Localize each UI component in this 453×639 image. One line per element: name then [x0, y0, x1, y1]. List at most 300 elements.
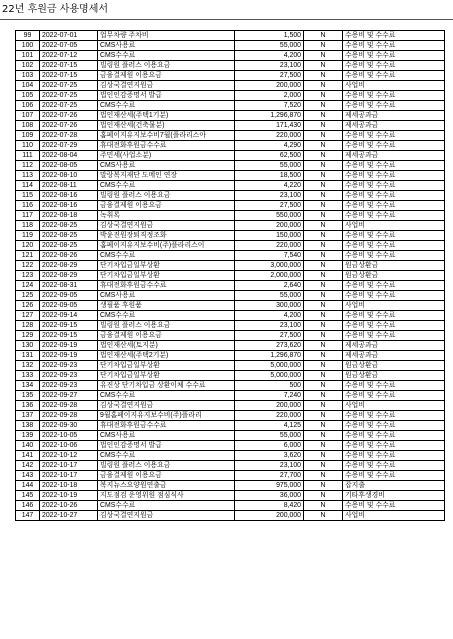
row-category: 제세공과금 — [343, 151, 445, 161]
row-description: 휴대전화후원금수수료 — [98, 421, 235, 431]
row-flag: N — [304, 431, 343, 441]
table-row — [16, 481, 445, 491]
row-number: 139 — [16, 431, 40, 441]
row-category: 사업비 — [343, 301, 445, 311]
row-number: 120 — [16, 241, 40, 251]
row-amount: 23,100 — [235, 321, 304, 331]
table-row — [16, 511, 445, 521]
row-number: 122 — [16, 261, 40, 271]
row-number: 143 — [16, 471, 40, 481]
row-description: 금융결제원 이용요금 — [98, 71, 235, 81]
row-date: 2022-08-16 — [40, 201, 98, 211]
row-date: 2022-07-25 — [40, 91, 98, 101]
row-flag: N — [304, 91, 343, 101]
row-description: 업무차량 주차비 — [98, 31, 235, 41]
row-description: CMS사용료 — [98, 431, 235, 441]
row-number: 104 — [16, 81, 40, 91]
table-row — [16, 501, 445, 511]
row-description: 법인재산세(건축물분) — [98, 121, 235, 131]
table-row — [16, 381, 445, 391]
row-amount: 55,000 — [235, 161, 304, 171]
row-description: CMS사용료 — [98, 291, 235, 301]
row-date: 2022-10-12 — [40, 451, 98, 461]
row-number: 106 — [16, 101, 40, 111]
row-description: 빌링원 플러스 이용요금 — [98, 321, 235, 331]
row-amount: 3,620 — [235, 451, 304, 461]
table-row — [16, 431, 445, 441]
row-amount: 273,620 — [235, 341, 304, 351]
row-description: CMS수수료 — [98, 501, 235, 511]
row-date: 2022-09-19 — [40, 341, 98, 351]
row-date: 2022-10-27 — [40, 511, 98, 521]
row-flag: N — [304, 271, 343, 281]
row-flag: N — [304, 451, 343, 461]
ledger-body — [16, 31, 445, 521]
table-row — [16, 161, 445, 171]
table-row — [16, 171, 445, 181]
row-description: CMS수수료 — [98, 451, 235, 461]
row-category: 수용비 및 수수료 — [343, 131, 445, 141]
row-date: 2022-07-26 — [40, 111, 98, 121]
row-amount: 62,500 — [235, 151, 304, 161]
row-flag: N — [304, 311, 343, 321]
row-amount: 300,000 — [235, 301, 304, 311]
row-number: 132 — [16, 361, 40, 371]
row-number: 109 — [16, 131, 40, 141]
row-amount: 2,000 — [235, 91, 304, 101]
row-category: 수용비 및 수수료 — [343, 51, 445, 61]
row-number: 136 — [16, 401, 40, 411]
row-date: 2022-09-05 — [40, 301, 98, 311]
row-date: 2022-09-05 — [40, 291, 98, 301]
row-flag: N — [304, 341, 343, 351]
row-description: 복지뉴스요양원연출금 — [98, 481, 235, 491]
row-date: 2022-09-23 — [40, 381, 98, 391]
row-category: 수용비 및 수수료 — [343, 471, 445, 481]
row-amount: 7,240 — [235, 391, 304, 401]
row-category: 수용비 및 수수료 — [343, 281, 445, 291]
row-description: 금융결제원 이용요금 — [98, 201, 235, 211]
table-row — [16, 471, 445, 481]
row-category: 제세공과금 — [343, 341, 445, 351]
row-category: 수용비 및 수수료 — [343, 311, 445, 321]
row-date: 2022-07-12 — [40, 51, 98, 61]
row-number: 137 — [16, 411, 40, 421]
row-amount: 27,700 — [235, 471, 304, 481]
row-flag: N — [304, 351, 343, 361]
row-category: 수용비 및 수수료 — [343, 451, 445, 461]
row-description: CMS수수료 — [98, 391, 235, 401]
row-description: 법인인감증명서 발급 — [98, 441, 235, 451]
row-number: 102 — [16, 61, 40, 71]
row-date: 2022-08-11 — [40, 181, 98, 191]
row-number: 99 — [16, 31, 40, 41]
row-amount: 23,100 — [235, 461, 304, 471]
row-flag: N — [304, 401, 343, 411]
row-number: 111 — [16, 151, 40, 161]
row-description: CMS수수료 — [98, 101, 235, 111]
row-amount: 18,500 — [235, 171, 304, 181]
row-number: 126 — [16, 301, 40, 311]
row-date: 2022-09-23 — [40, 371, 98, 381]
row-amount: 5,000,000 — [235, 361, 304, 371]
row-flag: N — [304, 81, 343, 91]
row-number: 127 — [16, 311, 40, 321]
row-description: 말랑복지재단 도메인 연장 — [98, 171, 235, 181]
row-category: 수용비 및 수수료 — [343, 171, 445, 181]
table-row — [16, 341, 445, 351]
row-date: 2022-10-05 — [40, 431, 98, 441]
row-description: CMS수수료 — [98, 51, 235, 61]
row-description: 홈페이지유지보수비7월(플라리스아 — [98, 131, 235, 141]
row-amount: 500 — [235, 381, 304, 391]
row-amount: 7,540 — [235, 251, 304, 261]
table-row — [16, 301, 445, 311]
row-date: 2022-09-19 — [40, 351, 98, 361]
row-category: 잡지출 — [343, 481, 445, 491]
row-category: 수용비 및 수수료 — [343, 71, 445, 81]
row-flag: N — [304, 41, 343, 51]
row-flag: N — [304, 361, 343, 371]
row-date: 2022-07-28 — [40, 131, 98, 141]
row-category: 사업비 — [343, 221, 445, 231]
row-amount: 55,000 — [235, 431, 304, 441]
row-description: 빌링원 플러스 이용요금 — [98, 461, 235, 471]
row-description: CMS사용료 — [98, 161, 235, 171]
row-number: 140 — [16, 441, 40, 451]
row-amount: 7,520 — [235, 101, 304, 111]
table-row — [16, 141, 445, 151]
row-date: 2022-09-15 — [40, 321, 98, 331]
row-amount: 3,000,000 — [235, 261, 304, 271]
row-description: CMS수수료 — [98, 181, 235, 191]
row-category: 사업비 — [343, 401, 445, 411]
table-row — [16, 391, 445, 401]
row-date: 2022-08-26 — [40, 251, 98, 261]
row-number: 145 — [16, 491, 40, 501]
row-date: 2022-07-15 — [40, 71, 98, 81]
row-number: 100 — [16, 41, 40, 51]
table-row — [16, 241, 445, 251]
row-number: 124 — [16, 281, 40, 291]
row-date: 2022-07-01 — [40, 31, 98, 41]
row-number: 103 — [16, 71, 40, 81]
row-flag: N — [304, 371, 343, 381]
row-date: 2022-09-28 — [40, 411, 98, 421]
row-flag: N — [304, 321, 343, 331]
row-category: 수용비 및 수수료 — [343, 201, 445, 211]
row-flag: N — [304, 391, 343, 401]
row-category: 수용비 및 수수료 — [343, 441, 445, 451]
table-row — [16, 61, 445, 71]
row-description: 법인재산세(주택1기분) — [98, 111, 235, 121]
row-amount: 23,100 — [235, 191, 304, 201]
row-category: 제세공과금 — [343, 121, 445, 131]
row-flag: N — [304, 201, 343, 211]
table-row — [16, 281, 445, 291]
row-amount: 2,640 — [235, 281, 304, 291]
row-flag: N — [304, 151, 343, 161]
table-row — [16, 361, 445, 371]
row-category: 제세공과금 — [343, 351, 445, 361]
row-date: 2022-10-17 — [40, 461, 98, 471]
row-category: 제세공과금 — [343, 111, 445, 121]
row-flag: N — [304, 481, 343, 491]
row-description: 법인재산세(주택2기분) — [98, 351, 235, 361]
table-row — [16, 41, 445, 51]
row-description: 지도점검 운영위원 점심식사 — [98, 491, 235, 501]
row-flag: N — [304, 491, 343, 501]
row-number: 133 — [16, 371, 40, 381]
table-row — [16, 421, 445, 431]
table-row — [16, 181, 445, 191]
row-date: 2022-08-29 — [40, 271, 98, 281]
row-description: 휴대전화후원금수수료 — [98, 141, 235, 151]
row-amount: 4,220 — [235, 181, 304, 191]
row-category: 수용비 및 수수료 — [343, 191, 445, 201]
row-date: 2022-08-05 — [40, 161, 98, 171]
row-flag: N — [304, 121, 343, 131]
row-category: 수용비 및 수수료 — [343, 61, 445, 71]
row-number: 110 — [16, 141, 40, 151]
row-flag: N — [304, 381, 343, 391]
table-row — [16, 441, 445, 451]
row-date: 2022-09-23 — [40, 361, 98, 371]
row-flag: N — [304, 461, 343, 471]
row-amount: 4,125 — [235, 421, 304, 431]
row-description: 주민세(사업소분) — [98, 151, 235, 161]
row-category: 수용비 및 수수료 — [343, 331, 445, 341]
row-flag: N — [304, 501, 343, 511]
row-description: CMS수수료 — [98, 311, 235, 321]
table-row — [16, 271, 445, 281]
row-description: 김상국결연지원금 — [98, 401, 235, 411]
row-category: 수용비 및 수수료 — [343, 231, 445, 241]
row-number: 119 — [16, 231, 40, 241]
row-description: 박윤진원장퇴직정조화 — [98, 231, 235, 241]
row-description: 김상국결연지원금 — [98, 81, 235, 91]
table-row — [16, 101, 445, 111]
row-flag: N — [304, 101, 343, 111]
row-flag: N — [304, 251, 343, 261]
row-flag: N — [304, 301, 343, 311]
row-date: 2022-10-17 — [40, 471, 98, 481]
row-flag: N — [304, 241, 343, 251]
row-amount: 27,500 — [235, 331, 304, 341]
table-row — [16, 251, 445, 261]
row-category: 수용비 및 수수료 — [343, 391, 445, 401]
table-row — [16, 321, 445, 331]
row-category: 원금상환금 — [343, 271, 445, 281]
row-amount: 4,200 — [235, 51, 304, 61]
table-row — [16, 151, 445, 161]
table-row — [16, 111, 445, 121]
row-number: 101 — [16, 51, 40, 61]
table-row — [16, 221, 445, 231]
row-description: 홈페이지유지보수비(주)플라리스이 — [98, 241, 235, 251]
row-amount: 220,000 — [235, 241, 304, 251]
row-description: 금융결제원 이용요금 — [98, 471, 235, 481]
row-amount: 220,000 — [235, 411, 304, 421]
row-flag: N — [304, 111, 343, 121]
row-amount: 975,000 — [235, 481, 304, 491]
table-row — [16, 191, 445, 201]
row-date: 2022-10-18 — [40, 481, 98, 491]
row-amount: 5,000,000 — [235, 371, 304, 381]
row-description: 김상국결연지원금 — [98, 511, 235, 521]
row-number: 113 — [16, 171, 40, 181]
row-flag: N — [304, 231, 343, 241]
row-date: 2022-09-15 — [40, 331, 98, 341]
table-row — [16, 261, 445, 271]
row-number: 130 — [16, 341, 40, 351]
row-amount: 4,290 — [235, 141, 304, 151]
table-row — [16, 91, 445, 101]
table-row — [16, 201, 445, 211]
table-row — [16, 231, 445, 241]
row-date: 2022-08-18 — [40, 211, 98, 221]
row-amount: 23,100 — [235, 61, 304, 71]
row-number: 105 — [16, 91, 40, 101]
row-amount: 27,500 — [235, 201, 304, 211]
row-category: 수용비 및 수수료 — [343, 161, 445, 171]
table-row — [16, 411, 445, 421]
row-category: 수용비 및 수수료 — [343, 251, 445, 261]
row-flag: N — [304, 161, 343, 171]
table-row — [16, 331, 445, 341]
row-category: 수용비 및 수수료 — [343, 431, 445, 441]
row-category: 수용비 및 수수료 — [343, 381, 445, 391]
row-number: 118 — [16, 221, 40, 231]
row-date: 2022-10-06 — [40, 441, 98, 451]
row-flag: N — [304, 211, 343, 221]
row-category: 수용비 및 수수료 — [343, 291, 445, 301]
row-description: 김상국결연지원금 — [98, 221, 235, 231]
row-description: 9월홈페이지유지보수비(주)플라리 — [98, 411, 235, 421]
row-number: 108 — [16, 121, 40, 131]
row-amount: 171,430 — [235, 121, 304, 131]
row-date: 2022-07-15 — [40, 61, 98, 71]
row-amount: 27,500 — [235, 71, 304, 81]
row-category: 수용비 및 수수료 — [343, 181, 445, 191]
row-category: 수용비 및 수수료 — [343, 141, 445, 151]
row-number: 121 — [16, 251, 40, 261]
row-number: 117 — [16, 211, 40, 221]
row-amount: 6,000 — [235, 441, 304, 451]
row-description: 생필품 후원품 — [98, 301, 235, 311]
row-flag: N — [304, 131, 343, 141]
row-description: 휴대전화후원금수수료 — [98, 281, 235, 291]
row-number: 112 — [16, 161, 40, 171]
row-date: 2022-08-10 — [40, 171, 98, 181]
row-number: 114 — [16, 181, 40, 191]
table-row — [16, 291, 445, 301]
row-number: 138 — [16, 421, 40, 431]
row-description: 단기차입금일부상환 — [98, 371, 235, 381]
row-flag: N — [304, 221, 343, 231]
table-row — [16, 81, 445, 91]
row-date: 2022-09-27 — [40, 391, 98, 401]
row-description: 녹취록 — [98, 211, 235, 221]
row-number: 123 — [16, 271, 40, 281]
row-description: 단기차입금일부상환 — [98, 361, 235, 371]
row-amount: 1,500 — [235, 31, 304, 41]
row-amount: 2,000,000 — [235, 271, 304, 281]
row-description: 유진상 단기차입금 상환이체 수수료 — [98, 381, 235, 391]
row-number: 147 — [16, 511, 40, 521]
table-row — [16, 461, 445, 471]
row-flag: N — [304, 31, 343, 41]
row-flag: N — [304, 181, 343, 191]
row-amount: 200,000 — [235, 81, 304, 91]
row-date: 2022-09-28 — [40, 401, 98, 411]
row-flag: N — [304, 291, 343, 301]
row-category: 수용비 및 수수료 — [343, 91, 445, 101]
row-date: 2022-08-25 — [40, 231, 98, 241]
row-number: 135 — [16, 391, 40, 401]
row-description: 법인인감증명서 발급 — [98, 91, 235, 101]
row-category: 수용비 및 수수료 — [343, 321, 445, 331]
row-date: 2022-08-29 — [40, 261, 98, 271]
row-number: 134 — [16, 381, 40, 391]
row-flag: N — [304, 411, 343, 421]
row-category: 수용비 및 수수료 — [343, 101, 445, 111]
row-flag: N — [304, 171, 343, 181]
row-amount: 200,000 — [235, 511, 304, 521]
row-flag: N — [304, 421, 343, 431]
row-description: 단기차입금일부상환 — [98, 261, 235, 271]
row-flag: N — [304, 61, 343, 71]
row-amount: 55,000 — [235, 41, 304, 51]
row-date: 2022-07-25 — [40, 101, 98, 111]
row-number: 131 — [16, 351, 40, 361]
table-row — [16, 491, 445, 501]
row-amount: 200,000 — [235, 221, 304, 231]
table-row — [16, 371, 445, 381]
row-amount: 8,420 — [235, 501, 304, 511]
table-row — [16, 31, 445, 41]
row-description: CMS수수료 — [98, 251, 235, 261]
row-category: 수용비 및 수수료 — [343, 421, 445, 431]
row-number: 146 — [16, 501, 40, 511]
row-category: 사업비 — [343, 511, 445, 521]
row-number: 116 — [16, 201, 40, 211]
row-category: 수용비 및 수수료 — [343, 31, 445, 41]
row-flag: N — [304, 51, 343, 61]
row-date: 2022-09-14 — [40, 311, 98, 321]
row-description: CMS사용료 — [98, 41, 235, 51]
row-amount: 1,296,870 — [235, 111, 304, 121]
row-date: 2022-07-25 — [40, 81, 98, 91]
row-description: 빌링원 플러스 이용요금 — [98, 61, 235, 71]
row-category: 원금상환금 — [343, 361, 445, 371]
row-category: 수용비 및 수수료 — [343, 211, 445, 221]
row-category: 원금상환금 — [343, 371, 445, 381]
row-category: 수용비 및 수수료 — [343, 461, 445, 471]
row-category: 수용비 및 수수료 — [343, 241, 445, 251]
row-description: 법인재산세(토지분) — [98, 341, 235, 351]
row-date: 2022-08-25 — [40, 221, 98, 231]
row-date: 2022-08-31 — [40, 281, 98, 291]
row-number: 129 — [16, 331, 40, 341]
row-category: 수용비 및 수수료 — [343, 41, 445, 51]
row-number: 115 — [16, 191, 40, 201]
row-category: 수용비 및 수수료 — [343, 411, 445, 421]
row-amount: 4,200 — [235, 311, 304, 321]
row-number: 107 — [16, 111, 40, 121]
row-date: 2022-08-25 — [40, 241, 98, 251]
expense-ledger-table — [15, 30, 445, 521]
